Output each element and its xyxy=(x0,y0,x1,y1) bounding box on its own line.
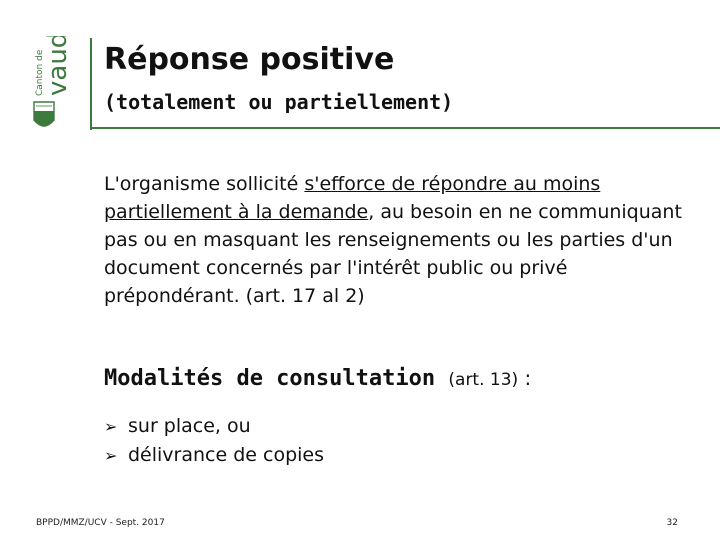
body-text-underlined: s'efforce de répondre au moins partiellement à la demande xyxy=(104,173,601,223)
slide-subtitle: (totalement ou partiellement) xyxy=(104,90,454,114)
header-vertical-rule xyxy=(90,38,92,130)
arrow-bullet-icon: ➢ xyxy=(104,417,118,436)
slide-title: Réponse positive xyxy=(104,42,395,77)
modalites-article-ref: (art. 13) xyxy=(448,370,519,390)
modalites-heading-text: Modalités de consultation xyxy=(104,366,436,391)
logo-text-small: Canton de xyxy=(35,49,45,96)
modalites-list xyxy=(104,412,324,470)
logo-text-large: vaud xyxy=(43,36,73,96)
modalites-colon: : xyxy=(518,366,532,390)
list-item xyxy=(104,412,324,441)
list-item-text: délivrance de copies xyxy=(128,444,325,466)
canton-vaud-logo xyxy=(30,36,74,136)
arrow-bullet-icon: ➢ xyxy=(104,446,118,465)
footer-text: BPPD/MMZ/UCV - Sept. 2017 xyxy=(36,518,165,528)
page-number: 32 xyxy=(666,518,678,528)
body-text-part2: , au besoin en ne communiquant pas ou en masquant les renseignements ou les parties d'un document concernés par l'intérêt public ou privé prépondérant. (art. 17 al 2) xyxy=(104,201,682,307)
header-horizontal-rule xyxy=(90,127,720,129)
modalites-heading xyxy=(104,366,531,391)
list-item xyxy=(104,441,324,470)
body-paragraph xyxy=(104,170,704,310)
list-item-text: sur place, ou xyxy=(128,415,251,437)
body-text-part1: L'organisme sollicité xyxy=(104,173,305,195)
